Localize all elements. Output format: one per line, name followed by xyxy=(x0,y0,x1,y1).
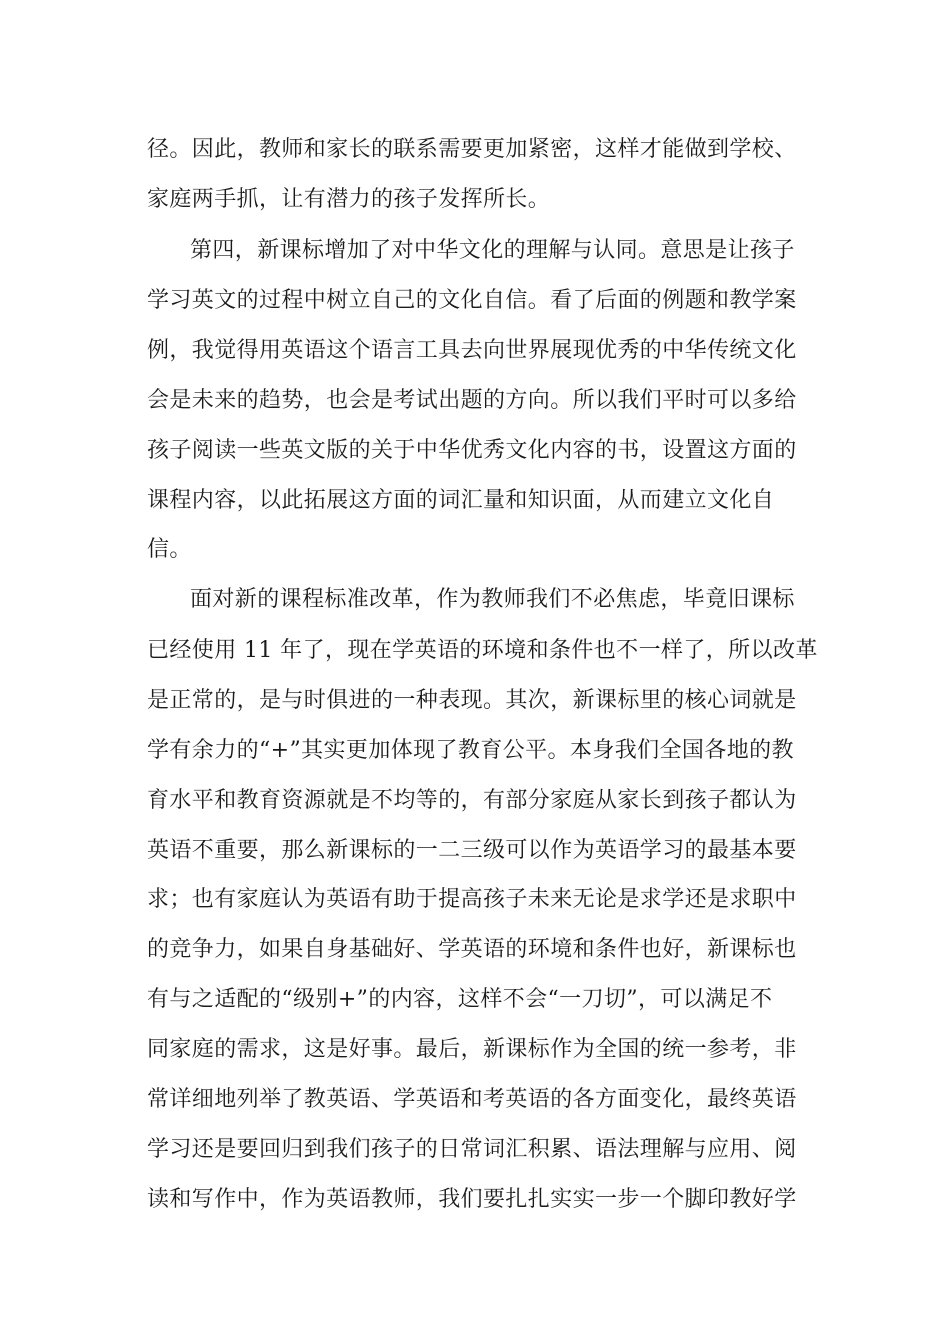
text-line: 读和写作中，作为英语教师，我们要扎扎实实一步一个脚印教好学 xyxy=(147,1187,797,1212)
text-line: 学有余力的“+”其实更加体现了教育公平。本身我们全国各地的教 xyxy=(147,738,794,763)
text-line: 孩子阅读一些英文版的关于中华优秀文化内容的书，设置这方面的 xyxy=(147,438,797,463)
text-line: 学习英文的过程中树立自己的文化自信。看了后面的例题和教学案 xyxy=(147,288,797,313)
text-line: 例，我觉得用英语这个语言工具去向世界展现优秀的中华传统文化 xyxy=(147,338,797,363)
text-line: 有与之适配的“级别+”的内容，这样不会“一刀切”，可以满足不 xyxy=(147,987,773,1012)
text-line: 求；也有家庭认为英语有助于提高孩子未来无论是求学还是求职中 xyxy=(147,887,797,912)
text-line: 的竞争力，如果自身基础好、学英语的环境和条件也好，新课标也 xyxy=(147,937,797,962)
text-line: 英语不重要，那么新课标的一二三级可以作为英语学习的最基本要 xyxy=(147,838,797,863)
text-line: 学习还是要回归到我们孩子的日常词汇积累、语法理解与应用、阅 xyxy=(147,1137,797,1162)
text-line: 育水平和教育资源就是不均等的，有部分家庭从家长到孩子都认为 xyxy=(147,788,797,813)
text-line: 径。因此，教师和家长的联系需要更加紧密，这样才能做到学校、 xyxy=(147,137,797,162)
text-line: 会是未来的趋势，也会是考试出题的方向。所以我们平时可以多给 xyxy=(147,388,797,413)
paragraph-first-line: 第四，新课标增加了对中华文化的理解与认同。意思是让孩子 xyxy=(190,238,795,263)
text-line: 课程内容，以此拓展这方面的词汇量和知识面，从而建立文化自 xyxy=(147,488,775,513)
text-line: 常详细地列举了教英语、学英语和考英语的各方面变化，最终英语 xyxy=(147,1087,797,1112)
text-line: 同家庭的需求，这是好事。最后，新课标作为全国的统一参考，非 xyxy=(147,1037,797,1062)
text-line: 是正常的，是与时俱进的一种表现。其次，新课标里的核心词就是 xyxy=(147,688,797,713)
text-line: 家庭两手抓，让有潜力的孩子发挥所长。 xyxy=(147,187,551,212)
text-line: 已经使用 11 年了，现在学英语的环境和条件也不一样了，所以改革 xyxy=(147,638,818,663)
paragraph-first-line: 面对新的课程标准改革，作为教师我们不必焦虑，毕竟旧课标 xyxy=(190,587,795,612)
text-line: 信。 xyxy=(147,537,192,562)
